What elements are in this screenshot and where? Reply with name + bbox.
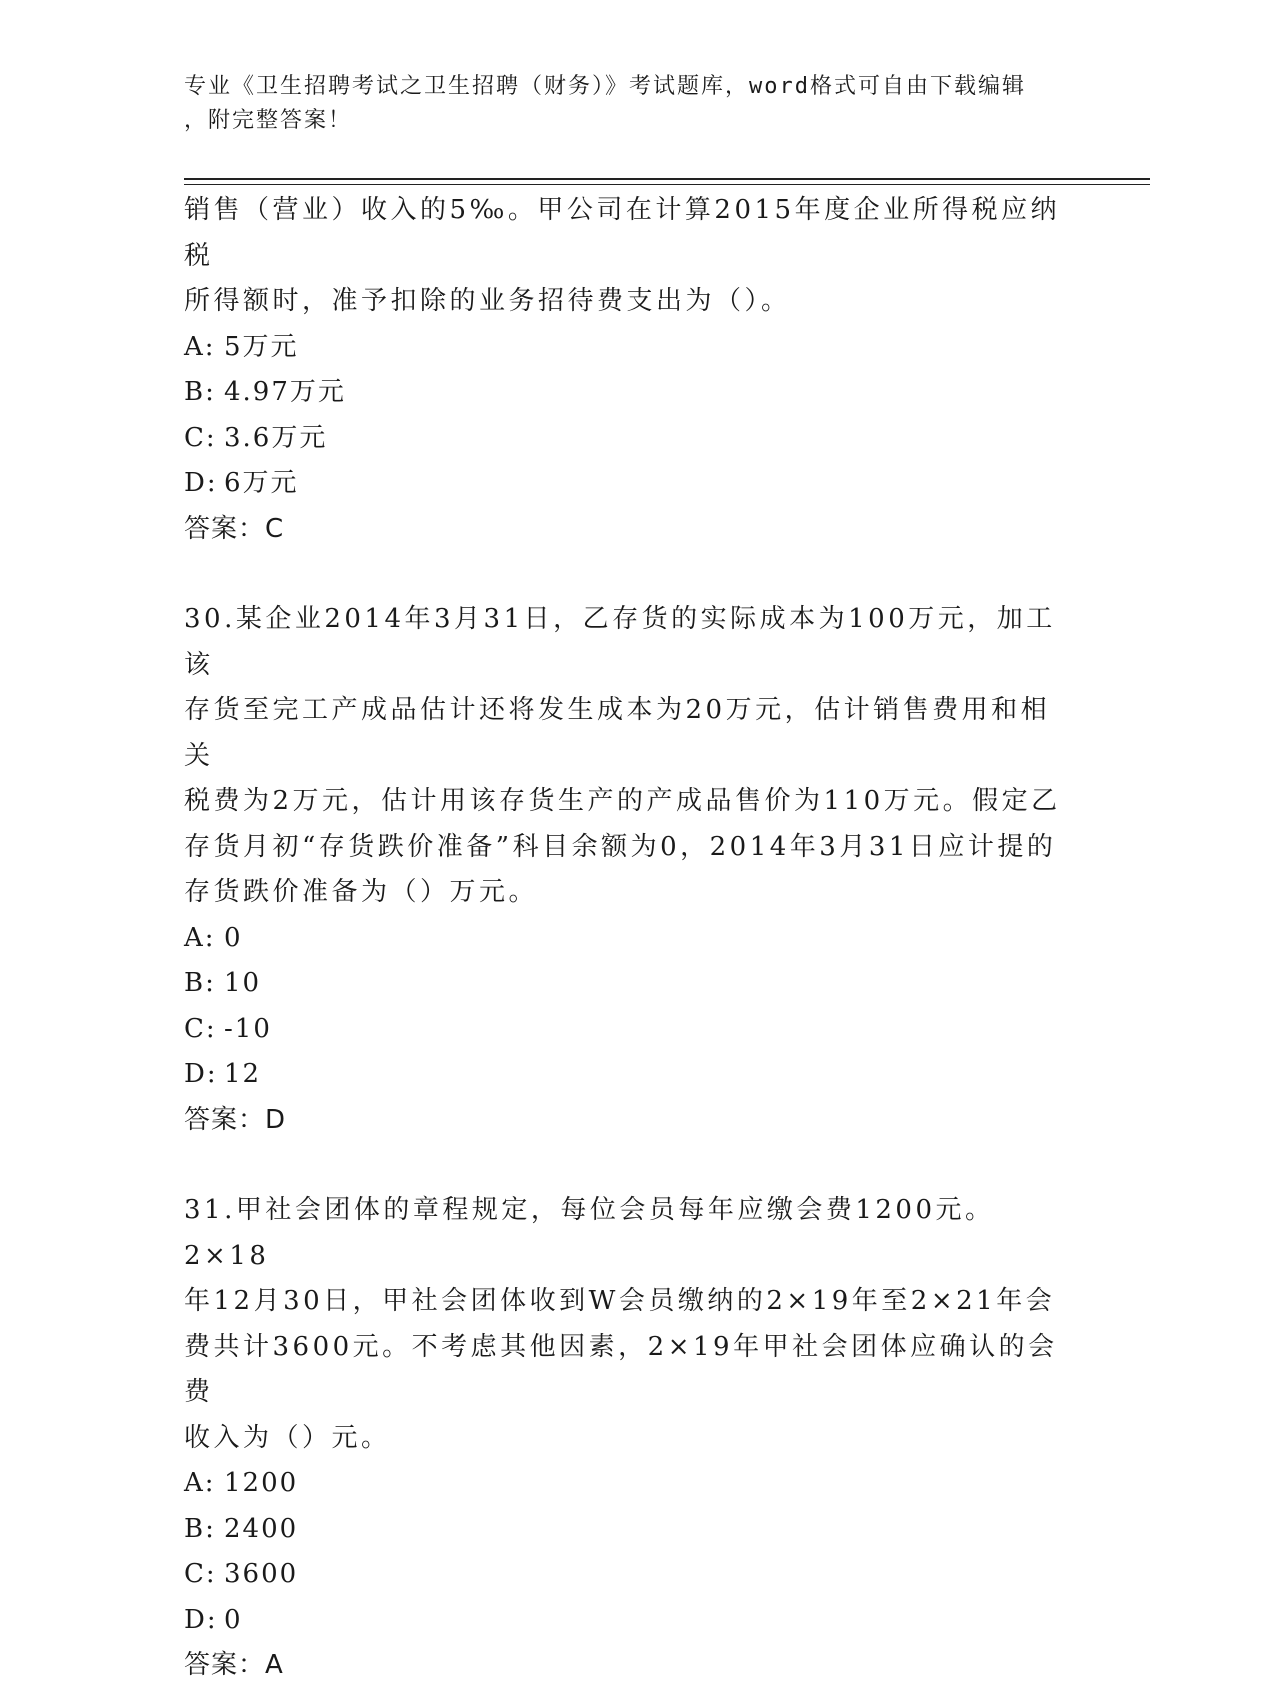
question-text-line: 税费为2万元，估计用该存货生产的产成品售价为110万元。假定乙 xyxy=(184,786,1061,816)
answer-line: 答案：D xyxy=(184,1104,287,1135)
option-b xyxy=(184,961,1064,1007)
option-d xyxy=(184,1052,1064,1098)
option-text: 6万元 xyxy=(224,468,299,498)
option-text: 3600 xyxy=(224,1559,299,1589)
option-text: 3.6万元 xyxy=(224,422,328,453)
question-30 xyxy=(184,597,1064,1143)
option-text: 2400 xyxy=(224,1513,299,1544)
header-line-2: ，附完整答案！ xyxy=(184,108,353,133)
option-text: 1200 xyxy=(224,1468,299,1498)
question-text-line: 收入为（）元。 xyxy=(184,1422,391,1453)
option-d xyxy=(184,1598,1064,1644)
question-29 xyxy=(184,188,1064,552)
option-c xyxy=(184,1007,1064,1053)
option-label: B: xyxy=(184,968,216,998)
option-text: 12 xyxy=(224,1059,262,1089)
option-label: C: xyxy=(184,1559,217,1589)
question-text-line: 所得额时，准予扣除的业务招待费支出为（）。 xyxy=(184,286,791,316)
question-text-line: 存货至完工产成品估计还将发生成本为20万元，估计销售费用和相关 xyxy=(184,695,1051,771)
option-label: B: xyxy=(184,377,216,407)
option-label: A: xyxy=(184,1468,216,1498)
question-text-line: 销售（营业）收入的5‰。甲公司在计算2015年度企业所得税应纳税 xyxy=(184,195,1061,271)
answer-line: 答案：A xyxy=(184,1650,284,1680)
question-list xyxy=(184,188,1064,1689)
question-text-line: 费共计3600元。不考虑其他因素，2×19年甲社会团体应确认的会费 xyxy=(184,1331,1058,1407)
option-c xyxy=(184,1552,1064,1598)
question-text-line: 31.甲社会团体的章程规定，每位会员每年应缴会费1200元。2×18 xyxy=(184,1195,995,1271)
option-c xyxy=(184,416,1064,462)
option-b xyxy=(184,370,1064,416)
question-31 xyxy=(184,1188,1064,1689)
answer-line: 答案：C xyxy=(184,513,285,544)
option-text: 0 xyxy=(224,1604,243,1635)
option-label: C: xyxy=(184,422,217,453)
option-text: -10 xyxy=(224,1013,272,1044)
option-label: A: xyxy=(184,331,216,362)
option-d xyxy=(184,461,1064,507)
question-text-line: 30.某企业2014年3月31日，乙存货的实际成本为100万元，加工该 xyxy=(184,604,1056,680)
option-text: 0 xyxy=(224,922,243,953)
option-label: C: xyxy=(184,1013,217,1044)
option-b xyxy=(184,1507,1064,1553)
option-a xyxy=(184,325,1064,371)
option-label: B: xyxy=(184,1513,216,1544)
option-label: D: xyxy=(184,468,218,498)
option-a xyxy=(184,916,1064,962)
document-header xyxy=(184,70,1054,138)
option-a xyxy=(184,1461,1064,1507)
header-rule-thin xyxy=(184,184,1150,185)
option-text: 5万元 xyxy=(224,331,299,362)
option-text: 10 xyxy=(224,968,262,998)
option-text: 4.97万元 xyxy=(224,377,346,407)
option-label: D: xyxy=(184,1059,218,1089)
header-line-1: 专业《卫生招聘考试之卫生招聘（财务）》考试题库，word格式可自由下载编辑 xyxy=(184,74,1026,99)
question-text-line: 存货跌价准备为（）万元。 xyxy=(184,877,539,907)
option-label: D: xyxy=(184,1604,218,1635)
header-rule-thick xyxy=(184,178,1150,180)
question-text-line: 年12月30日，甲社会团体收到W会员缴纳的2×19年至2×21年会 xyxy=(184,1286,1056,1316)
option-label: A: xyxy=(184,922,216,953)
question-text-line: 存货月初“存货跌价准备”科目余额为0，2014年3月31日应计提的 xyxy=(184,831,1057,862)
